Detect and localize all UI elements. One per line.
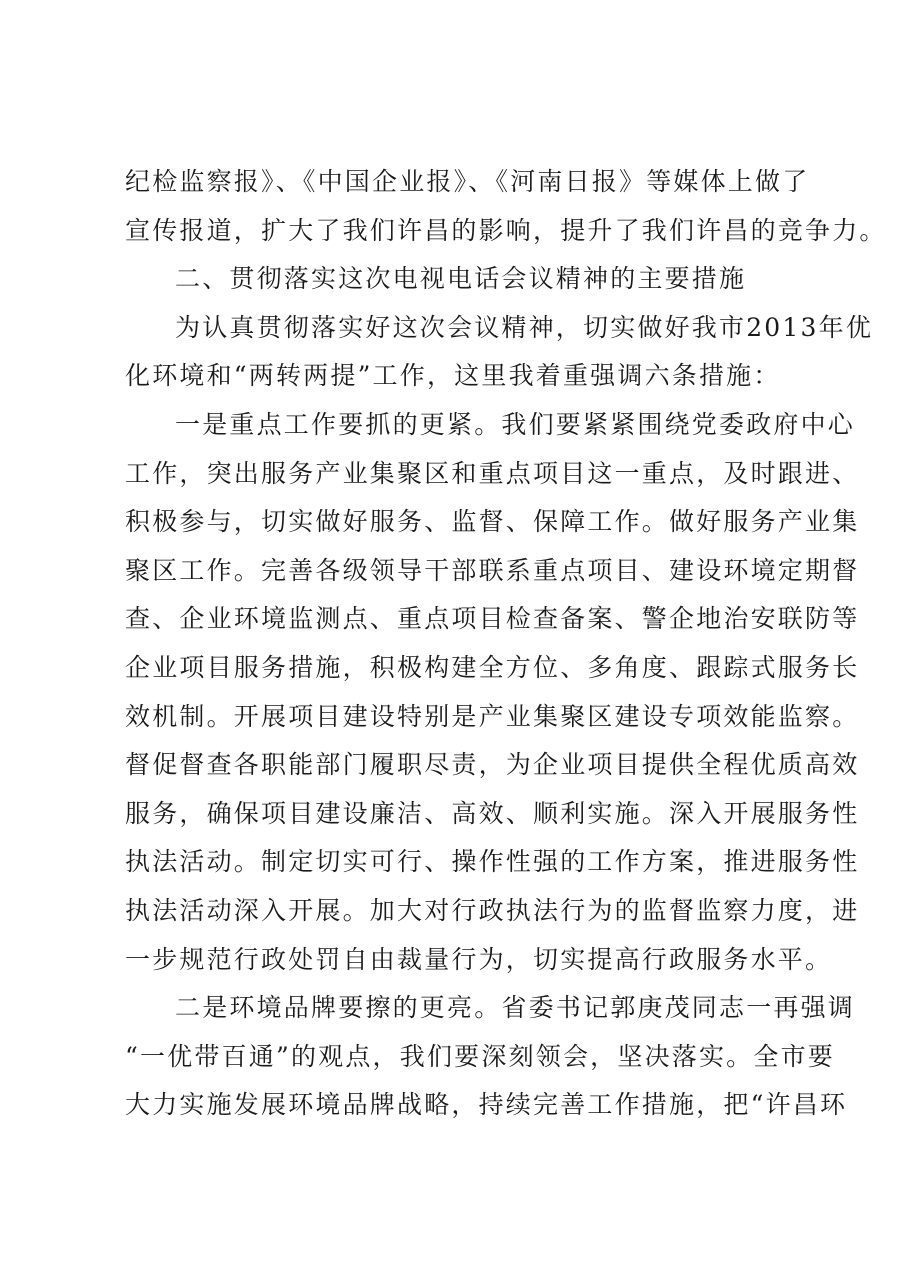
text-line: 查、企业环境监测点、重点项目检查备案、警企地治安联防等	[125, 604, 860, 634]
text-line: 一步规范行政处罚自由裁量行为，切实提高行政服务水平。	[125, 944, 833, 974]
document-body	[125, 158, 887, 1130]
text-line: 一是重点工作要抓的更紧。我们要紧紧围绕党委政府中心	[175, 409, 856, 439]
paragraph-continuation	[125, 158, 887, 255]
text-line: 执法活动深入开展。加大对行政执法行为的监督监察力度，进	[125, 895, 860, 925]
section-heading-text: 二、贯彻落实这次电视电话会议精神的主要措施	[175, 264, 747, 294]
section-heading	[125, 255, 795, 304]
text-line: 执法活动。制定切实可行、操作性强的工作方案，推进服务性	[125, 847, 860, 877]
text-line: 化环境和“两转两提”工作，这里我着重强调六条措施：	[125, 361, 781, 391]
text-line: 宣传报道，扩大了我们许昌的影响，提升了我们许昌的竞争力。	[125, 215, 887, 245]
text-line: 纪检监察报》、《中国企业报》、《河南日报》等媒体上做了	[125, 167, 810, 196]
text-line: 大力实施发展环境品牌战略，持续完善工作措施，把“许昌环	[125, 1090, 848, 1120]
text-line: 企业项目服务措施，积极构建全方位、多角度、跟踪式服务长	[125, 652, 860, 682]
text-line: 聚区工作。完善各级领导干部联系重点项目、建设环境定期督	[125, 555, 860, 585]
text-line: 二是环境品牌要擦的更亮。省委书记郭庚茂同志一再强调	[175, 993, 856, 1023]
text-line: 效机制。开展项目建设特别是产业集聚区建设专项效能监察。	[125, 701, 860, 731]
paragraph-measure-one	[125, 401, 860, 984]
text-line: 督促督查各职能部门履职尽责，为企业项目提供全程优质高效	[125, 750, 860, 780]
text-line: 积极参与，切实做好服务、监督、保障工作。做好服务产业集	[125, 507, 860, 537]
paragraph-intro	[125, 304, 874, 401]
text-line: 为认真贯彻落实好这次会议精神，切实做好我市2013年优	[175, 312, 874, 342]
text-line: 工作，突出服务产业集聚区和重点项目这一重点，及时跟进、	[125, 458, 860, 488]
paragraph-measure-two	[125, 984, 856, 1130]
text-line: “一优带百通”的观点，我们要深刻领会，坚决落实。全市要	[125, 1041, 835, 1071]
text-line: 服务，确保项目建设廉洁、高效、顺利实施。深入开展服务性	[125, 798, 860, 828]
